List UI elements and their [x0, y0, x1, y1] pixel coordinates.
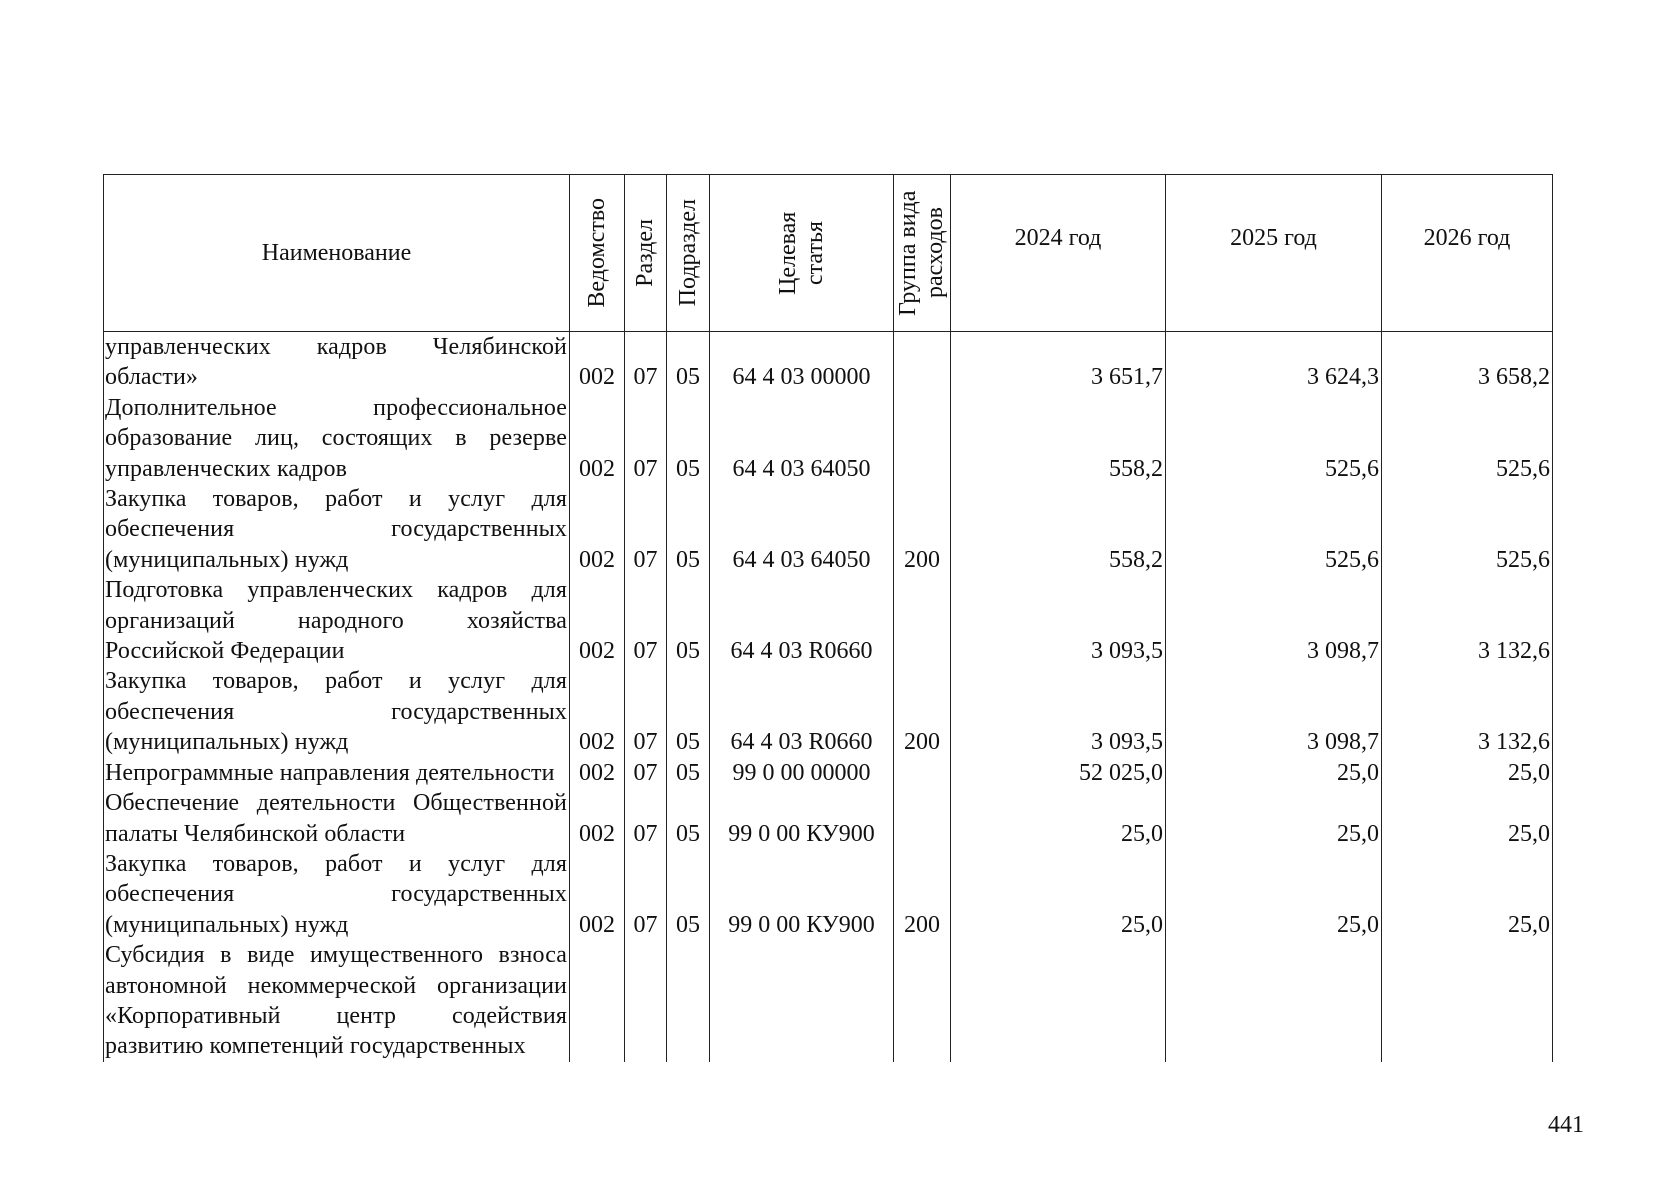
row-2024: 558,2 — [951, 393, 1166, 484]
row-group — [894, 788, 951, 849]
row-name: Подготовка управленческих кадров для организаций народного хозяйства Российской Федерации — [104, 575, 570, 666]
row-group: 200 — [894, 666, 951, 757]
row-2024: 25,0 — [951, 849, 1166, 940]
row-dept: 002 — [570, 758, 625, 788]
row-group — [894, 758, 951, 788]
row-subsection: 05 — [667, 575, 710, 666]
header-target-article: Целевая статья — [710, 175, 894, 332]
row-group: 200 — [894, 484, 951, 575]
row-dept: 002 — [570, 849, 625, 940]
row-name: Закупка товаров, работ и услуг для обеспечения государственных (муниципальных) нужд — [104, 849, 570, 940]
row-name: Закупка товаров, работ и услуг для обеспечения государственных (муниципальных) нужд — [104, 666, 570, 757]
table-row — [104, 940, 1553, 1062]
row-subsection: 05 — [667, 849, 710, 940]
row-subsection: 05 — [667, 393, 710, 484]
row-name: управленческих кадров Челябинской области» — [104, 332, 570, 393]
row-group — [894, 393, 951, 484]
row-group: 200 — [894, 849, 951, 940]
table-row — [104, 788, 1553, 849]
row-target: 64 4 03 R0660 — [710, 575, 894, 666]
row-dept: 002 — [570, 788, 625, 849]
header-expense-group: Группа вида расходов — [894, 175, 951, 332]
row-target: 64 4 03 64050 — [710, 393, 894, 484]
row-2025: 25,0 — [1166, 758, 1382, 788]
row-2025: 525,6 — [1166, 484, 1382, 575]
row-group — [894, 332, 951, 393]
row-target: 99 0 00 00000 — [710, 758, 894, 788]
row-section: 07 — [625, 484, 667, 575]
row-2026: 25,0 — [1382, 788, 1553, 849]
row-2025: 3 098,7 — [1166, 575, 1382, 666]
row-group — [894, 575, 951, 666]
row-2026: 25,0 — [1382, 758, 1553, 788]
row-dept: 002 — [570, 575, 625, 666]
row-2025: 525,6 — [1166, 393, 1382, 484]
row-2024 — [951, 940, 1166, 1062]
row-target: 64 4 03 64050 — [710, 484, 894, 575]
row-2025: 25,0 — [1166, 788, 1382, 849]
row-2026 — [1382, 940, 1553, 1062]
row-name: Дополнительное профессиональное образование лиц, состоящих в резерве управленческих кадров — [104, 393, 570, 484]
row-target: 99 0 00 КУ900 — [710, 849, 894, 940]
row-section: 07 — [625, 332, 667, 393]
row-target — [710, 940, 894, 1062]
row-2026: 3 658,2 — [1382, 332, 1553, 393]
row-group — [894, 940, 951, 1062]
header-department: Ведомство — [570, 175, 625, 332]
row-2024: 3 093,5 — [951, 575, 1166, 666]
row-section: 07 — [625, 666, 667, 757]
row-section: 07 — [625, 788, 667, 849]
row-target: 99 0 00 КУ900 — [710, 788, 894, 849]
table-row — [104, 575, 1553, 666]
table-row — [104, 484, 1553, 575]
row-2026: 525,6 — [1382, 393, 1553, 484]
row-subsection: 05 — [667, 758, 710, 788]
row-2024: 25,0 — [951, 788, 1166, 849]
row-section: 07 — [625, 758, 667, 788]
row-2024: 3 651,7 — [951, 332, 1166, 393]
table-row — [104, 849, 1553, 940]
row-name: Обеспечение деятельности Общественной палаты Челябинской области — [104, 788, 570, 849]
row-2024: 52 025,0 — [951, 758, 1166, 788]
row-subsection — [667, 940, 710, 1062]
row-2025 — [1166, 940, 1382, 1062]
header-subsection: Подраздел — [667, 175, 710, 332]
row-dept: 002 — [570, 666, 625, 757]
row-subsection: 05 — [667, 484, 710, 575]
header-2025: 2025 год — [1166, 175, 1382, 332]
row-subsection: 05 — [667, 332, 710, 393]
row-2026: 525,6 — [1382, 484, 1553, 575]
header-2026: 2026 год — [1382, 175, 1553, 332]
row-name: Непрограммные направления деятельности — [104, 758, 570, 788]
page-number: 441 — [1548, 1112, 1584, 1138]
row-dept: 002 — [570, 393, 625, 484]
header-section: Раздел — [625, 175, 667, 332]
row-2026: 3 132,6 — [1382, 666, 1553, 757]
table-row — [104, 758, 1553, 788]
row-name: Закупка товаров, работ и услуг для обеспечения государственных (муниципальных) нужд — [104, 484, 570, 575]
row-2025: 3 098,7 — [1166, 666, 1382, 757]
header-name: Наименование — [104, 175, 570, 332]
row-subsection: 05 — [667, 788, 710, 849]
row-2026: 25,0 — [1382, 849, 1553, 940]
row-subsection: 05 — [667, 666, 710, 757]
row-2026: 3 132,6 — [1382, 575, 1553, 666]
row-section — [625, 940, 667, 1062]
budget-table — [103, 174, 1553, 1062]
row-dept — [570, 940, 625, 1062]
table-row — [104, 666, 1553, 757]
table-header-row — [104, 175, 1553, 332]
table-row — [104, 393, 1553, 484]
row-target: 64 4 03 00000 — [710, 332, 894, 393]
header-2024: 2024 год — [951, 175, 1166, 332]
row-dept: 002 — [570, 332, 625, 393]
row-2025: 3 624,3 — [1166, 332, 1382, 393]
row-2024: 3 093,5 — [951, 666, 1166, 757]
table-row — [104, 332, 1553, 393]
row-target: 64 4 03 R0660 — [710, 666, 894, 757]
row-2025: 25,0 — [1166, 849, 1382, 940]
row-name: Субсидия в виде имущественного взноса автономной некоммерческой организации «Корпоративный центр содействия развитию компетенций государственных — [104, 940, 570, 1062]
row-section: 07 — [625, 393, 667, 484]
row-section: 07 — [625, 575, 667, 666]
row-section: 07 — [625, 849, 667, 940]
row-dept: 002 — [570, 484, 625, 575]
row-2024: 558,2 — [951, 484, 1166, 575]
